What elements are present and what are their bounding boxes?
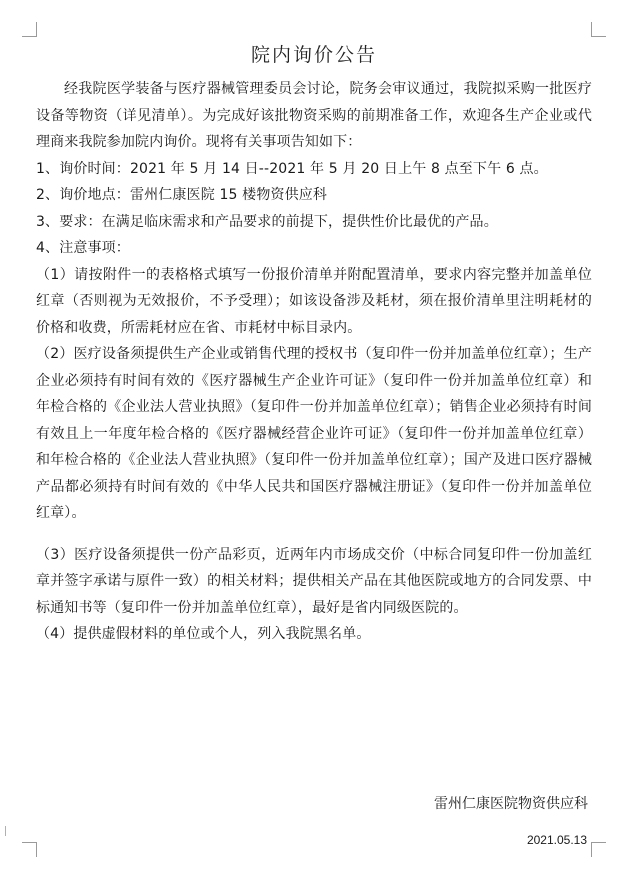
intro-paragraph: 经我院医学装备与医疗器械管理委员会讨论，院务会审议通过，我院拟采购一批医疗设备等物资（详见清单）。为完成好该批物资采购的前期准备工作，欢迎各生产企业或代理商来我院参加院内询价。现将有关事项告知如下： [36,81,592,150]
note-4: （4）提供虚假材料的单位或个人，列入我院黑名单。 [36,626,371,642]
note-2: （2）医疗设备须提供生产企业或销售代理的授权书（复印件一份并加盖单位红章）；生产企业必须持有时间有效的《医疗器械生产企业许可证》（复印件一份并加盖单位红章）和年检合格的《企业法人营业执照》（复印件一份并加盖单位红章）；销售企业必须持有时间有效且上一年度年检合格的《医疗器械经营企业许可证》（复印件一份并加盖单位红章）和年检合格的《企业法人营业执照》（复印件一份并加盖单位红章）；国产及进口医疗器械产品都必须持有时间有效的《中华人民共和国医疗器械注册证》（复印件一份并加盖单位红章）。 [36,346,592,521]
issue-date: 2021.05.13 [526,833,587,847]
crop-mark-bottom-right [591,842,606,857]
note-3: （3）医疗设备须提供一份产品彩页，近两年内市场成交价（中标合同复印件一份加盖红章并签字承诺与原件一致）的相关材料；提供相关产品在其他医院或地方的合同发票、中标通知书等（复印件一份并加盖单位红章），最好是省内同级医院的。 [36,546,592,616]
issuer-signature: 雷州仁康医院物资供应科 [434,796,588,812]
inquiry-time: 1、询价时间：2021 年 5 月 14 日--2021 年 5 月 20 日上午 8 点至下午 6 点。 [36,160,548,177]
margin-marker [5,826,10,836]
crop-mark-top-left [22,22,37,37]
requirements: 3、要求：在满足临床需求和产品要求的前提下，提供性价比最优的产品。 [36,213,498,230]
inquiry-location: 2、询价地点：雷州仁康医院 15 楼物资供应科 [36,187,328,203]
note-1: （1）请按附件一的表格格式填写一份报价清单并附配置清单，要求内容完整并加盖单位红章（否则视为无效报价，不予受理）；如该设备涉及耗材，须在报价清单里注明耗材的价格和收费，所需耗材应在省、市耗材中标目录内。 [36,266,592,336]
crop-mark-bottom-left [22,842,37,857]
document-title: 院内询价公告 [250,44,377,66]
crop-mark-top-right [591,22,606,37]
notes-heading: 4、注意事项： [36,240,130,256]
document-body [36,76,592,648]
